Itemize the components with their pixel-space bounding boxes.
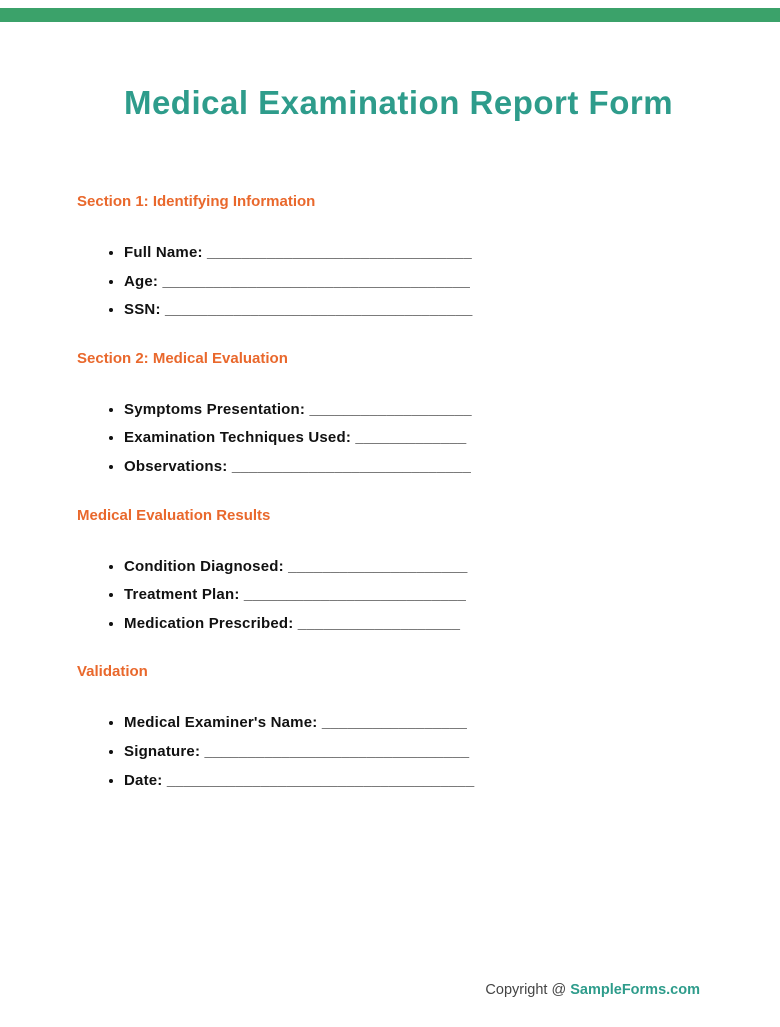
section-heading: Section 1: Identifying Information <box>77 193 316 210</box>
section-validation <box>77 663 720 795</box>
field-observations: • Observations: ____________________________ <box>124 453 720 482</box>
brand-link[interactable]: SampleForms.com <box>570 982 700 998</box>
field-date: • Date: ____________________________________ <box>124 767 720 796</box>
field-treatment-plan: • Treatment Plan: __________________________ <box>124 581 720 610</box>
field-condition-diagnosed: • Condition Diagnosed: _____________________ <box>124 553 720 582</box>
section-heading: Medical Evaluation Results <box>77 506 271 524</box>
field-examiner-name: • Medical Examiner's Name: _________________ <box>124 709 720 738</box>
section-evaluation-results <box>77 507 720 639</box>
field-age: • Age: ____________________________________ <box>124 268 720 297</box>
field-list <box>77 709 720 795</box>
field-examination-techniques: • Examination Techniques Used: _____________ <box>124 424 720 453</box>
field-list <box>77 239 720 325</box>
field-medication-prescribed: • Medication Prescribed: ___________________ <box>124 610 720 639</box>
section-medical-evaluation <box>77 350 720 482</box>
section-heading: Section 2: Medical Evaluation <box>77 349 288 367</box>
field-list <box>77 553 720 639</box>
field-list <box>77 396 720 482</box>
field-ssn: • SSN: ____________________________________ <box>124 296 720 325</box>
page-title: Medical Examination Report Form <box>123 84 674 121</box>
copyright-text: Copyright @ <box>485 982 571 998</box>
field-full-name: • Full Name: _______________________________ <box>124 239 720 268</box>
footer <box>485 981 700 999</box>
section-identifying-information <box>77 193 720 325</box>
top-accent-bar <box>0 8 780 22</box>
field-symptoms-presentation: • Symptoms Presentation: ___________________ <box>124 396 720 425</box>
section-heading: Validation <box>77 663 148 681</box>
field-signature: • Signature: _______________________________ <box>124 738 720 767</box>
